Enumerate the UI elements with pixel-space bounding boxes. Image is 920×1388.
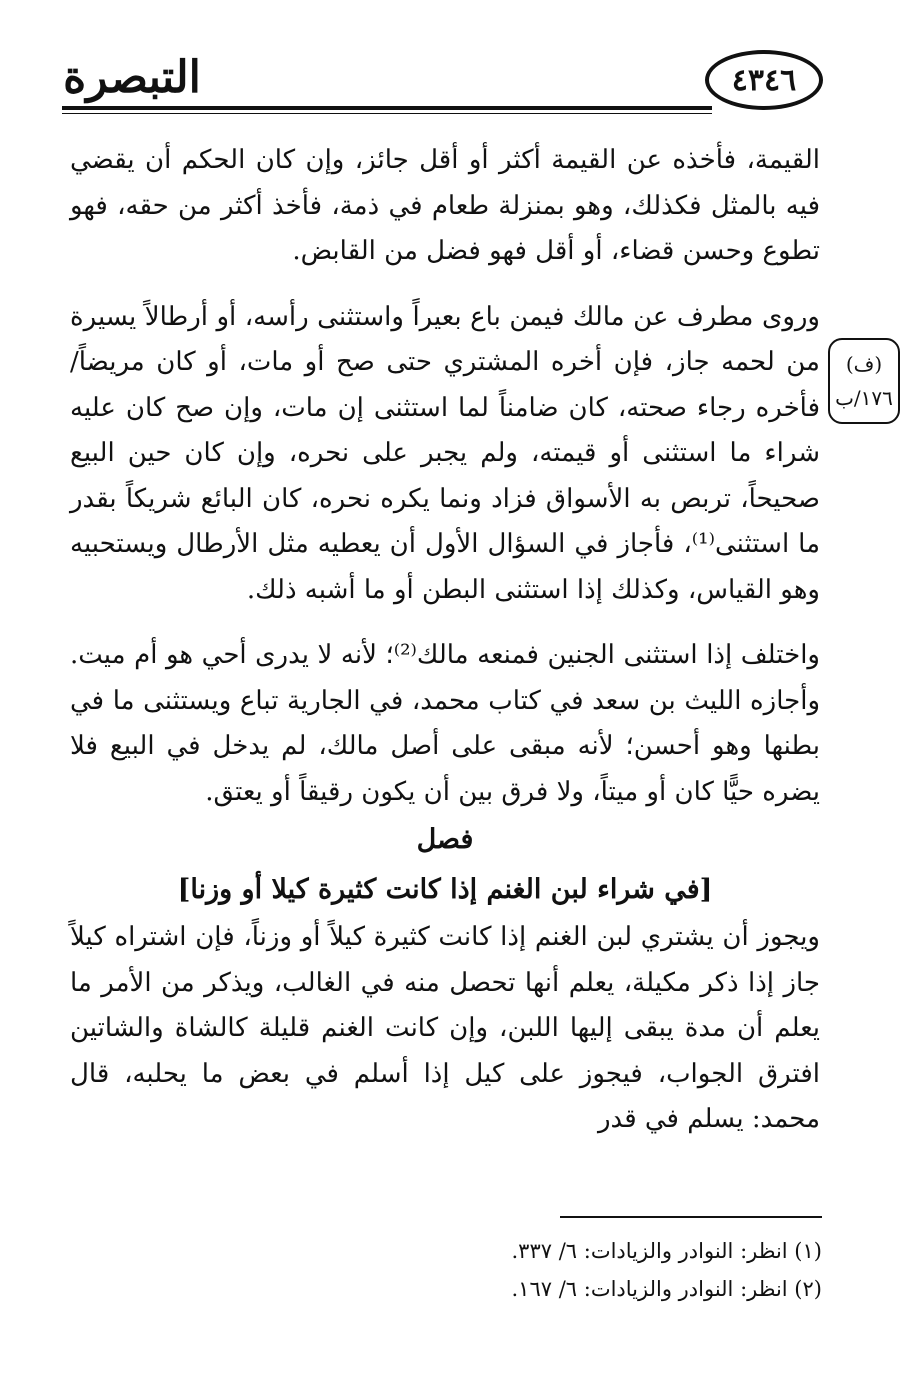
paragraph-2: وروى مطرف عن مالك فيمن باع بعيراً واستثنى رأسه، أو أرطالاً يسيرة من لحمه جاز، فإن أخره المشتري حتى صح أو مات، أو كان مريضاً/ فأخره رجاء صحته، كان ضامناً لما استثنى إن مات، وإن صح كان عليه شراء ما استثنى أو قيمته، ولم يجبر على نحره، وإن كان حين البيع صحيحاً، تربص به الأسواق فزاد ونما يكره نحره، كان البائع شريكاً بقدر ما استثنى⁽¹⁾، فأجاز في السؤال الأول أن يعطيه مثل الأرطال ويستحبيه وهو القياس، وكذلك إذا استثنى البطن أو ما أشبه ذلك. <box>70 301 821 605</box>
footnote-1: (١) انظر: النوادر والزيادات: ٦/ ٣٣٧. <box>511 1239 822 1263</box>
paragraph-gap <box>70 275 820 295</box>
paragraph-1: القيمة، فأخذه عن القيمة أكثر أو أقل جائز، وإن كان الحكم أن يقضي فيه بالمثل فكذلك، وهو بمنزلة طعام في ذمة، فأخذ أكثر من حقه، فهو تطوع وحسن قضاء، أو أقل فهو فضل من القابض. <box>70 145 820 266</box>
page-header <box>0 0 920 130</box>
footnotes <box>300 1232 822 1308</box>
margin-ref-line2: ١٧٦/ب <box>835 386 893 410</box>
page-number: ٤٣٤٦ <box>731 62 797 98</box>
paragraph-3: واختلف إذا استثنى الجنين فمنعه مالك⁽²⁾؛ لأنه لا يدرى أحي هو أم ميت. وأجازه الليث بن سعد في كتاب محمد، في الجارية تباع ويستثنى ما في بطنها وهو أحسن؛ لأنه مبقى على أصل مالك، لم يدخل في البيع فلا يضره حيًّا كان أو ميتاً، ولا فرق بين أن يكون رقيقاً أو يعتق. <box>70 640 820 807</box>
section-subtitle: [في شراء لبن الغنم إذا كانت كثيرة كيلا أو وزنا] <box>177 874 713 905</box>
footnote-rule <box>560 1216 822 1218</box>
header-rule <box>62 106 712 110</box>
book-title: التبصرة <box>63 52 201 103</box>
body-text <box>70 138 820 1143</box>
margin-manuscript-reference <box>828 338 900 424</box>
paragraph-4: ويجوز أن يشتري لبن الغنم إذا كانت كثيرة كيلاً أو وزناً، فإن اشتراه كيلاً جاز إذا ذكر مكيلة، يعلم أنها تحصل منه في الغالب، ويذكر من الأمر ما يعلم أن مدة يبقى إليها اللبن، وإن كانت الغنم قليلة كالشاة والشاتين افترق الجواب، فيجوز على كيل إذا أسلم في بعض ما يحلبه، قال محمد: يسلم في قدر <box>70 922 820 1134</box>
margin-ref-line1: (ف) <box>845 352 883 376</box>
paragraph-gap <box>70 613 820 633</box>
footnote-2: (٢) انظر: النوادر والزيادات: ٦/ ١٦٧. <box>511 1277 822 1301</box>
header-rule-thin <box>62 113 712 114</box>
page-number-oval <box>705 50 823 110</box>
section-heading: فصل <box>416 824 474 855</box>
